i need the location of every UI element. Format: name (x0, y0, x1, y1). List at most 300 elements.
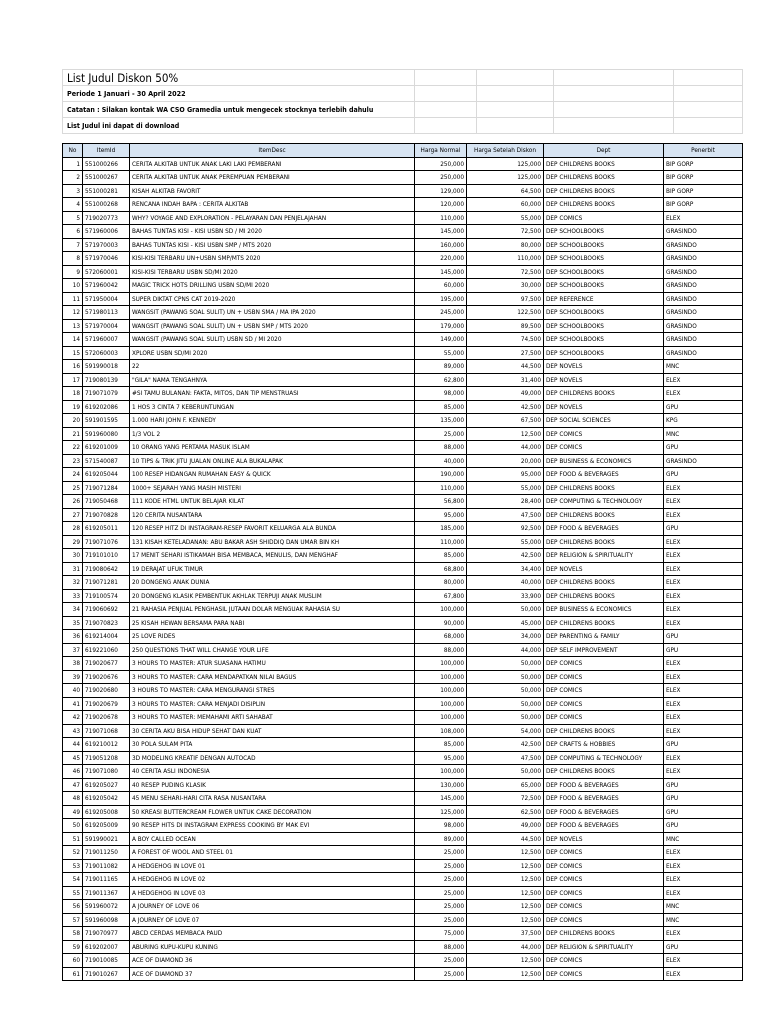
cell-harga-diskon: 72,500 (467, 225, 544, 239)
cell-dept: DEP COMICS (544, 846, 664, 860)
cell-dept: DEP CHILDRENS BOOKS (544, 724, 664, 738)
cell-dept: DEP COMICS (544, 657, 664, 671)
cell-itemid: 719020677 (83, 657, 130, 671)
table-row (63, 954, 743, 968)
cell-harga-diskon: 62,500 (467, 805, 544, 819)
cell-penerbit: ELEX (664, 927, 743, 941)
cell-harga-normal: 145,000 (415, 265, 467, 279)
cell-penerbit: ELEX (664, 481, 743, 495)
cell-itemdesc: SUPER DIKTAT CPNS CAT 2019-2020 (130, 292, 415, 306)
cell-dept: DEP NOVELS (544, 360, 664, 374)
cell-itemid: 571970003 (83, 238, 130, 252)
table-row (63, 657, 743, 671)
cell-itemdesc: 30 POLA SULAM PITA (130, 738, 415, 752)
cell-harga-diskon: 37,500 (467, 927, 544, 941)
cell-itemdesc: 3D MODELING KREATIF DENGAN AUTOCAD (130, 751, 415, 765)
cell-no: 32 (63, 576, 83, 590)
cell-dept: DEP PARENTING & FAMILY (544, 630, 664, 644)
cell-penerbit: ELEX (664, 751, 743, 765)
table-row (63, 535, 743, 549)
cell-harga-normal: 100,000 (415, 657, 467, 671)
column-header-dept: Dept (544, 144, 664, 158)
cell-harga-normal: 88,000 (415, 940, 467, 954)
cell-itemid: 719080139 (83, 373, 130, 387)
cell-dept: DEP NOVELS (544, 562, 664, 576)
table-row (63, 765, 743, 779)
cell-harga-diskon: 72,500 (467, 265, 544, 279)
cell-itemdesc: 10 ORANG YANG PERTAMA MASUK ISLAM (130, 441, 415, 455)
cell-itemdesc: A HEDGEHOG IN LOVE 03 (130, 886, 415, 900)
cell-harga-normal: 25,000 (415, 873, 467, 887)
cell-itemdesc: XPLORE USBN SD/MI 2020 (130, 346, 415, 360)
cell-penerbit: ELEX (664, 684, 743, 698)
cell-dept: DEP CHILDRENS BOOKS (544, 535, 664, 549)
cell-dept: DEP SOCIAL SCIENCES (544, 414, 664, 428)
cell-itemid: 719020678 (83, 711, 130, 725)
cell-dept: DEP COMICS (544, 697, 664, 711)
cell-harga-normal: 250,000 (415, 157, 467, 171)
cell-no: 7 (63, 238, 83, 252)
cell-harga-normal: 160,000 (415, 238, 467, 252)
cell-dept: DEP RELIGION & SPIRITUALITY (544, 549, 664, 563)
cell-harga-normal: 68,000 (415, 630, 467, 644)
cell-penerbit: ELEX (664, 873, 743, 887)
cell-dept: DEP SCHOOLBOOKS (544, 346, 664, 360)
cell-itemdesc: WHY? VOYAGE AND EXPLORATION - PELAYARAN DAN PENJELAJAHAN (130, 211, 415, 225)
cell-dept: DEP CHILDRENS BOOKS (544, 616, 664, 630)
cell-harga-normal: 100,000 (415, 684, 467, 698)
cell-dept: DEP SCHOOLBOOKS (544, 225, 664, 239)
cell-itemid: 719070977 (83, 927, 130, 941)
cell-no: 43 (63, 724, 83, 738)
table-row (63, 171, 743, 185)
cell-itemdesc: 10 TIPS & TRIK JITU JUALAN ONLINE ALA BUKALAPAK (130, 454, 415, 468)
cell-itemdesc: WANGSIT (PAWANG SOAL SULIT) UN + USBN SMA / MA IPA 2020 (130, 306, 415, 320)
cell-harga-diskon: 47,500 (467, 751, 544, 765)
cell-itemid: 619205027 (83, 778, 130, 792)
cell-itemid: 619205009 (83, 819, 130, 833)
cell-itemdesc: 3 HOURS TO MASTER: CARA MENJADI DISIPLIN (130, 697, 415, 711)
cell-harga-normal: 100,000 (415, 670, 467, 684)
cell-harga-normal: 220,000 (415, 252, 467, 266)
table-row (63, 724, 743, 738)
cell-itemdesc: 22 (130, 360, 415, 374)
cell-dept: DEP COMICS (544, 954, 664, 968)
cell-no: 1 (63, 157, 83, 171)
table-row (63, 819, 743, 833)
cell-harga-normal: 25,000 (415, 900, 467, 914)
cell-harga-normal: 100,000 (415, 711, 467, 725)
cell-itemdesc: RENCANA INDAH BAPA : CERITA ALKITAB (130, 198, 415, 212)
cell-no: 42 (63, 711, 83, 725)
cell-harga-diskon: 42,500 (467, 738, 544, 752)
cell-itemid: 719011165 (83, 873, 130, 887)
cell-no: 50 (63, 819, 83, 833)
table-row (63, 198, 743, 212)
cell-no: 6 (63, 225, 83, 239)
cell-itemid: 719071079 (83, 387, 130, 401)
cell-harga-normal: 129,000 (415, 184, 467, 198)
table-row (63, 684, 743, 698)
cell-itemid: 719071076 (83, 535, 130, 549)
cell-no: 27 (63, 508, 83, 522)
cell-harga-normal: 110,000 (415, 535, 467, 549)
cell-harga-normal: 195,000 (415, 292, 467, 306)
cell-harga-diskon: 55,000 (467, 481, 544, 495)
cell-penerbit: GPU (664, 630, 743, 644)
cell-no: 38 (63, 657, 83, 671)
cell-dept: DEP COMPUTING & TECHNOLOGY (544, 495, 664, 509)
cell-harga-normal: 120,000 (415, 198, 467, 212)
cell-itemdesc: 1/3 VOL 2 (130, 427, 415, 441)
cell-harga-normal: 55,000 (415, 346, 467, 360)
cell-penerbit: GRASINDO (664, 292, 743, 306)
cell-harga-diskon: 20,000 (467, 454, 544, 468)
cell-itemid: 619205042 (83, 792, 130, 806)
cell-no: 40 (63, 684, 83, 698)
cell-penerbit: GPU (664, 940, 743, 954)
cell-dept: DEP CRAFTS & HOBBIES (544, 738, 664, 752)
cell-itemdesc: A HEDGEHOG IN LOVE 02 (130, 873, 415, 887)
table-row (63, 265, 743, 279)
cell-dept: DEP SCHOOLBOOKS (544, 333, 664, 347)
cell-harga-normal: 100,000 (415, 697, 467, 711)
cell-itemdesc: ACE OF DIAMOND 36 (130, 954, 415, 968)
cell-harga-diskon: 12,500 (467, 859, 544, 873)
cell-itemid: 719070823 (83, 616, 130, 630)
cell-harga-diskon: 33,900 (467, 589, 544, 603)
cell-harga-normal: 67,800 (415, 589, 467, 603)
cell-penerbit: GPU (664, 643, 743, 657)
cell-harga-diskon: 27,500 (467, 346, 544, 360)
cell-itemdesc: A BOY CALLED OCEAN (130, 832, 415, 846)
table-row (63, 414, 743, 428)
spreadsheet (62, 69, 742, 981)
cell-itemid: 619202007 (83, 940, 130, 954)
cell-penerbit: ELEX (664, 697, 743, 711)
cell-harga-diskon: 55,000 (467, 535, 544, 549)
cell-itemdesc: "GILA" NAMA TENGAHNYA (130, 373, 415, 387)
cell-harga-diskon: 28,400 (467, 495, 544, 509)
cell-no: 14 (63, 333, 83, 347)
cell-itemid: 551000267 (83, 171, 130, 185)
cell-itemdesc: 1 HOS 3 CINTA 7 KEBERUNTUNGAN (130, 400, 415, 414)
cell-harga-normal: 25,000 (415, 913, 467, 927)
cell-no: 20 (63, 414, 83, 428)
cell-harga-diskon: 50,000 (467, 603, 544, 617)
cell-itemdesc: 131 KISAH KETELADANAN: ABU BAKAR ASH SHIDDIQ DAN UMAR BIN KH (130, 535, 415, 549)
cell-no: 41 (63, 697, 83, 711)
cell-no: 28 (63, 522, 83, 536)
cell-itemdesc: CERITA ALKITAB UNTUK ANAK PEREMPUAN PEMBERANI (130, 171, 415, 185)
cell-harga-normal: 25,000 (415, 859, 467, 873)
cell-itemdesc: 120 CERITA NUSANTARA (130, 508, 415, 522)
cell-itemdesc: WANGSIT (PAWANG SOAL SULIT) UN + USBN SMP / MTS 2020 (130, 319, 415, 333)
cell-penerbit: ELEX (664, 724, 743, 738)
cell-itemdesc: WANGSIT (PAWANG SOAL SULIT) USBN SD / MI 2020 (130, 333, 415, 347)
table-row (63, 373, 743, 387)
cell-penerbit: KPG (664, 414, 743, 428)
cell-penerbit: ELEX (664, 657, 743, 671)
cell-penerbit: GRASINDO (664, 454, 743, 468)
cell-itemdesc: 3 HOURS TO MASTER: MEMAHAMI ARTI SAHABAT (130, 711, 415, 725)
cell-harga-diskon: 42,500 (467, 549, 544, 563)
cell-no: 4 (63, 198, 83, 212)
cell-harga-diskon: 65,000 (467, 778, 544, 792)
cell-itemdesc: 40 RESEP PUDING KLASIK (130, 778, 415, 792)
cell-penerbit: ELEX (664, 589, 743, 603)
cell-harga-diskon: 12,500 (467, 913, 544, 927)
cell-harga-normal: 98,000 (415, 819, 467, 833)
cell-harga-diskon: 44,000 (467, 940, 544, 954)
cell-dept: DEP SCHOOLBOOKS (544, 279, 664, 293)
cell-penerbit: GPU (664, 738, 743, 752)
cell-penerbit: ELEX (664, 549, 743, 563)
cell-no: 61 (63, 967, 83, 981)
cell-dept: DEP COMICS (544, 913, 664, 927)
cell-itemid: 551000266 (83, 157, 130, 171)
cell-itemid: 619214004 (83, 630, 130, 644)
cell-itemdesc: 111 KODE HTML UNTUK BELAJAR KILAT (130, 495, 415, 509)
cell-itemdesc: 20 DONGENG KLASIK PEMBENTUK AKHLAK TERPUJI ANAK MUSLIM (130, 589, 415, 603)
cell-itemid: 719071068 (83, 724, 130, 738)
cell-penerbit: GRASINDO (664, 252, 743, 266)
cell-itemid: 551000268 (83, 198, 130, 212)
cell-no: 19 (63, 400, 83, 414)
cell-harga-diskon: 60,000 (467, 198, 544, 212)
table-row (63, 670, 743, 684)
table-row (63, 387, 743, 401)
cell-harga-diskon: 95,000 (467, 468, 544, 482)
cell-penerbit: ELEX (664, 603, 743, 617)
cell-harga-diskon: 74,500 (467, 333, 544, 347)
cell-itemid: 719010267 (83, 967, 130, 981)
cell-itemdesc: 1.000 HARI JOHN F. KENNEDY (130, 414, 415, 428)
cell-dept: DEP CHILDRENS BOOKS (544, 198, 664, 212)
cell-dept: DEP COMICS (544, 900, 664, 914)
cell-no: 11 (63, 292, 83, 306)
cell-dept: DEP REFERENCE (544, 292, 664, 306)
cell-penerbit: ELEX (664, 711, 743, 725)
cell-harga-diskon: 49,000 (467, 387, 544, 401)
cell-harga-normal: 89,000 (415, 832, 467, 846)
table-row (63, 873, 743, 887)
cell-itemid: 619205044 (83, 468, 130, 482)
cell-harga-normal: 25,000 (415, 954, 467, 968)
cell-itemdesc: BAHAS TUNTAS KISI - KISI USBN SMP / MTS 2020 (130, 238, 415, 252)
cell-dept: DEP SCHOOLBOOKS (544, 319, 664, 333)
cell-dept: DEP FOOD & BEVERAGES (544, 819, 664, 833)
cell-itemid: 619210012 (83, 738, 130, 752)
table-row (63, 360, 743, 374)
cell-itemdesc: 45 MENU SEHARI-HARI CITA RASA NUSANTARA (130, 792, 415, 806)
cell-dept: DEP FOOD & BEVERAGES (544, 792, 664, 806)
cell-harga-normal: 190,000 (415, 468, 467, 482)
cell-itemdesc: KISAH ALKITAB FAVORIT (130, 184, 415, 198)
cell-itemid: 719020680 (83, 684, 130, 698)
cell-penerbit: ELEX (664, 535, 743, 549)
cell-itemid: 719020773 (83, 211, 130, 225)
table-row (63, 630, 743, 644)
cell-harga-diskon: 55,000 (467, 211, 544, 225)
cell-itemdesc: 30 CERITA AKU BISA HIDUP SEHAT DAN KUAT (130, 724, 415, 738)
cell-itemdesc: 25 KISAH HEWAN BERSAMA PARA NABI (130, 616, 415, 630)
cell-penerbit: BIP GORP (664, 198, 743, 212)
cell-penerbit: GRASINDO (664, 265, 743, 279)
cell-penerbit: GRASINDO (664, 333, 743, 347)
cell-itemid: 719020676 (83, 670, 130, 684)
cell-harga-normal: 80,000 (415, 576, 467, 590)
cell-harga-normal: 110,000 (415, 211, 467, 225)
cell-no: 37 (63, 643, 83, 657)
table-row (63, 792, 743, 806)
cell-itemdesc: 90 RESEP HITS DI INSTAGRAM EXPRESS COOKING BY MAK EVI (130, 819, 415, 833)
cell-harga-diskon: 31,400 (467, 373, 544, 387)
cell-harga-normal: 90,000 (415, 616, 467, 630)
cell-harga-normal: 245,000 (415, 306, 467, 320)
cell-penerbit: BIP GORP (664, 171, 743, 185)
column-header-harga-diskon: Harga Setelah Diskon (467, 144, 544, 158)
cell-no: 2 (63, 171, 83, 185)
cell-penerbit: ELEX (664, 616, 743, 630)
cell-no: 56 (63, 900, 83, 914)
cell-penerbit: GPU (664, 778, 743, 792)
cell-itemid: 591901595 (83, 414, 130, 428)
cell-itemdesc: 25 LOVE RIDES (130, 630, 415, 644)
cell-dept: DEP COMICS (544, 684, 664, 698)
cell-itemid: 619221060 (83, 643, 130, 657)
cell-dept: DEP BUSINESS & ECONOMICS (544, 454, 664, 468)
cell-itemdesc: ACE OF DIAMOND 37 (130, 967, 415, 981)
cell-harga-diskon: 49,000 (467, 819, 544, 833)
cell-harga-diskon: 45,000 (467, 616, 544, 630)
table-row (63, 346, 743, 360)
cell-harga-normal: 25,000 (415, 967, 467, 981)
table-row (63, 643, 743, 657)
cell-itemid: 551000281 (83, 184, 130, 198)
cell-harga-normal: 179,000 (415, 319, 467, 333)
cell-itemdesc: 20 DONGENG ANAK DUNIA (130, 576, 415, 590)
table-row (63, 886, 743, 900)
cell-no: 24 (63, 468, 83, 482)
table-row (63, 427, 743, 441)
cell-harga-diskon: 125,000 (467, 157, 544, 171)
cell-no: 17 (63, 373, 83, 387)
cell-itemid: 719020679 (83, 697, 130, 711)
table-row (63, 589, 743, 603)
cell-itemid: 719010085 (83, 954, 130, 968)
cell-harga-diskon: 44,000 (467, 643, 544, 657)
cell-no: 5 (63, 211, 83, 225)
cell-harga-normal: 130,000 (415, 778, 467, 792)
cell-itemdesc: A JOURNEY OF LOVE 06 (130, 900, 415, 914)
table-row (63, 927, 743, 941)
cell-itemdesc: 1000+ SEJARAH YANG MASIH MISTERI (130, 481, 415, 495)
column-header-itemid: ItemId (83, 144, 130, 158)
cell-harga-normal: 145,000 (415, 792, 467, 806)
cell-itemid: 591960072 (83, 900, 130, 914)
cell-harga-normal: 85,000 (415, 738, 467, 752)
cell-harga-diskon: 89,500 (467, 319, 544, 333)
cell-no: 25 (63, 481, 83, 495)
cell-no: 13 (63, 319, 83, 333)
cell-itemid: 571540087 (83, 454, 130, 468)
table-row (63, 562, 743, 576)
cell-no: 54 (63, 873, 83, 887)
cell-harga-diskon: 92,500 (467, 522, 544, 536)
cell-no: 9 (63, 265, 83, 279)
cell-penerbit: GRASINDO (664, 225, 743, 239)
cell-penerbit: GPU (664, 400, 743, 414)
table-row (63, 832, 743, 846)
cell-itemdesc: 3 HOURS TO MASTER: ATUR SUASANA HATIMU (130, 657, 415, 671)
cell-harga-diskon: 50,000 (467, 657, 544, 671)
table-row (63, 738, 743, 752)
cell-dept: DEP CHILDRENS BOOKS (544, 157, 664, 171)
cell-harga-normal: 145,000 (415, 225, 467, 239)
cell-harga-diskon: 34,400 (467, 562, 544, 576)
table-row (63, 805, 743, 819)
cell-dept: DEP COMPUTING & TECHNOLOGY (544, 751, 664, 765)
cell-itemid: 572060001 (83, 265, 130, 279)
column-header-penerbit: Penerbit (664, 144, 743, 158)
cell-harga-diskon: 40,000 (467, 576, 544, 590)
cell-dept: DEP NOVELS (544, 400, 664, 414)
cell-dept: DEP CHILDRENS BOOKS (544, 171, 664, 185)
cell-itemid: 571980113 (83, 306, 130, 320)
cell-dept: DEP SELF IMPROVEMENT (544, 643, 664, 657)
cell-no: 46 (63, 765, 83, 779)
header-block (62, 69, 743, 134)
table-row (63, 900, 743, 914)
cell-itemid: 719050468 (83, 495, 130, 509)
cell-harga-diskon: 12,500 (467, 954, 544, 968)
cell-itemid: 591990018 (83, 360, 130, 374)
cell-dept: DEP NOVELS (544, 373, 664, 387)
table-row (63, 603, 743, 617)
cell-itemdesc: 21 RAHASIA PENJUAL PENGHASIL JUTAAN DOLAR MENGUAK RAHASIA SU (130, 603, 415, 617)
cell-dept: DEP CHILDRENS BOOKS (544, 481, 664, 495)
cell-no: 51 (63, 832, 83, 846)
cell-no: 44 (63, 738, 83, 752)
cell-no: 35 (63, 616, 83, 630)
table-row (63, 616, 743, 630)
table-row (63, 333, 743, 347)
table-body (63, 157, 743, 981)
cell-penerbit: MNC (664, 913, 743, 927)
table-row (63, 967, 743, 981)
table-row (63, 238, 743, 252)
table-row (63, 306, 743, 320)
cell-harga-normal: 95,000 (415, 751, 467, 765)
cell-penerbit: ELEX (664, 846, 743, 860)
table-row (63, 400, 743, 414)
cell-itemid: 719100574 (83, 589, 130, 603)
cell-harga-normal: 56,800 (415, 495, 467, 509)
cell-harga-diskon: 30,000 (467, 279, 544, 293)
cell-penerbit: GPU (664, 819, 743, 833)
cell-itemid: 571970046 (83, 252, 130, 266)
column-header-itemdesc: ItemDesc (130, 144, 415, 158)
cell-harga-normal: 100,000 (415, 765, 467, 779)
cell-itemid: 719060692 (83, 603, 130, 617)
cell-harga-normal: 185,000 (415, 522, 467, 536)
cell-dept: DEP CHILDRENS BOOKS (544, 589, 664, 603)
table-row (63, 508, 743, 522)
cell-harga-normal: 40,000 (415, 454, 467, 468)
table-row (63, 495, 743, 509)
cell-penerbit: BIP GORP (664, 157, 743, 171)
